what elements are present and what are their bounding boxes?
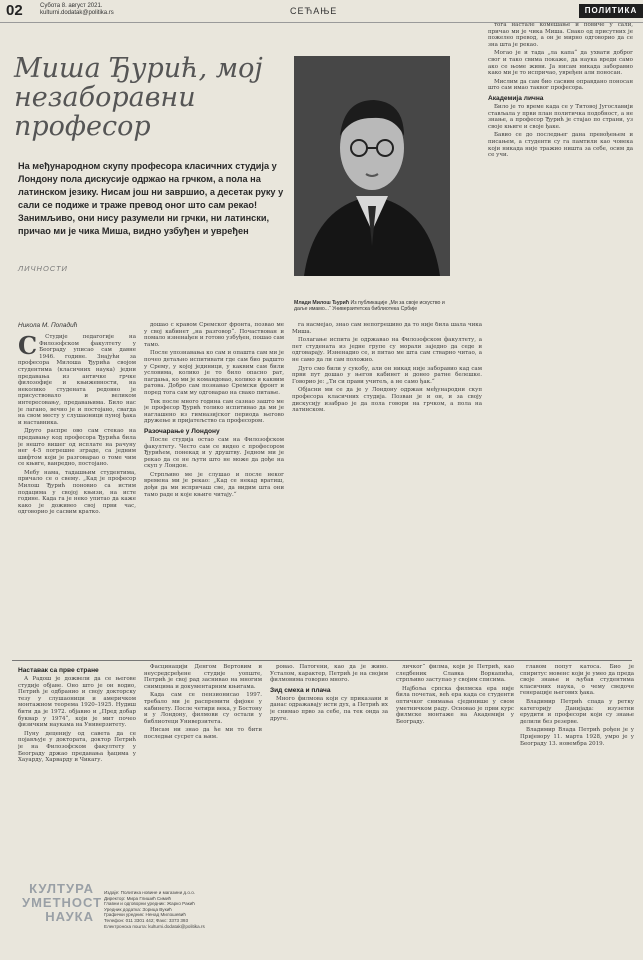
paragraph: Могао је и тада „ла капа“ да ухвати доброг свог и тако свима покаже, да наука вреди само ако се њоме живи. Ја нисам никада заборавио како ми је то испричао, увређен али поносан.: [488, 50, 633, 77]
paragraph: Када сам се пензионисао 1997. требало ми је распремити фијоке у кабинету. После четири века, у Бостону и у Лондону, филмови су остали у библиотеци Универзитета.: [144, 692, 262, 725]
portrait-photo: [294, 56, 450, 276]
paragraph: Полагање испита је одржавао на Филозофском факултету, а пет студената из једне групе су морали заједно да седе и одговарају. Изненадио се, и питао ме шта сам стварно читао, а не само да ли сам положио.: [292, 337, 482, 363]
paragraph: Тек после много година сам сазнао зашто ме је професор Ђурић толико испитивао да ми је наглашено из гимназијског периода његово дружење и пријатељство са професором.: [144, 398, 284, 425]
section-divider: [12, 660, 632, 661]
date-line: [40, 3, 140, 17]
paragraph: Стрпљиво ме је слушао и после неког времена ми је рекао: „Кад се некад вратиш, дођи да ми испричаш све, да видим шта они тамо раде и које књиге читају.“: [144, 471, 284, 498]
imprint-line: Директор: Мира Глишић Симић: [104, 895, 172, 901]
text-column-3: [292, 322, 482, 656]
newspaper-logo: ПОЛИТИКА: [579, 4, 643, 18]
paragraph: Било је то време када се у Титовој Југославији стављала у први план политичка подобност, а не знање, а професор Ђурић је стајао по страни, уз своје књиге и своје ђаке.: [488, 103, 633, 130]
paragraph: Мебу нама, тадашњим студентима, причало се о свему. „Кад је професор Милош Ђурић поновио са истим подацима у својој књизи, на исте године. Када га је неко упитао да каже како је доживео свој први час, одговорио је сасвим кратко.: [18, 469, 136, 516]
paragraph: главом попут катоса. Био је спиритус мовенс који је умео да преда своје знање и љубав студентима класичних наука, о чему сведоче генерације његових ђака.: [520, 664, 634, 697]
photo-caption: [294, 300, 450, 313]
continuation-column-3: [270, 664, 388, 954]
paragraph: ровао. Патогени, као да је живо. Усталом, карактер, Петрић је на својим филмовима говорио много.: [270, 664, 388, 684]
paragraph: Бавио се до последњег дана превођењем и писањем, а студенти су га памтили као човека који никада није тражио ништа за себе, осим да се учи.: [488, 132, 633, 159]
paragraph: тога настале комешање и повиче у сали, причао ми је чика Миша. Свако од присутних је пожелео превод, а он је мирно одговорио да се зна шта је рекао.: [488, 22, 633, 48]
paragraph: дошао с кравом Сремског фронта, позвао ме у свој кабинет „на разговор“. Почаствован и помало изненађен и готово узбуђен, пошао сам тамо.: [144, 322, 284, 348]
continuation-column-5: [520, 664, 634, 954]
caption-text: Из публикације „Ми за своје искуство и даље имамо...“ Универзитетска библиотека Србије: [294, 300, 445, 313]
subheading: Наставак са прве стране: [18, 667, 99, 674]
page-header: [0, 0, 643, 23]
paragraph: Владимир Петрић спада у ретку категорију Данијада: изузетни ерудити и професори који су знање делили без резерве.: [520, 698, 634, 725]
contact-email: kulturni.dodatak@politika.rs: [40, 10, 114, 16]
paragraph: га насмејао, знао сам непогрешиво да то није била шала чика Миша.: [292, 322, 482, 335]
rubric-label: ЛИЧНОСТИ: [18, 264, 68, 273]
page-number: 02: [6, 2, 23, 19]
imprint-line: Главни и одговорни уредник: Жарко Ракић: [104, 901, 195, 907]
subheading: Разочарање у Лондону: [144, 427, 220, 435]
subheading: Академија лична: [488, 94, 544, 102]
issue-date: Субота 8. август 2021.: [40, 3, 103, 9]
drop-cap: С: [18, 334, 38, 360]
paragraph: Најбоља српска филмска ера није била почетак, већ ера када се студенти оптичког снимања сјединише у свом уметничком раду. Основао је први курс филмске монтаже на Академији у Београду.: [396, 685, 514, 725]
paragraph: Нисам ни знао да ће ми то бити последњи сусрет са њим.: [144, 727, 262, 740]
paragraph: А Радош је дожвели да се његове студије објаве. Оно што је он водио, Петрић је одбранио и своју докторску тезу у слушаоници и америчком монтажном теорема 1920–1925. Нудиш бити да је 1972. објавио и „Пред добар буквар у 1974“, који је мит почео физичким наукама на Универзитету.: [18, 676, 136, 729]
article-headline: Миша Ђурић, мој незаборавни професор: [14, 53, 263, 142]
text-column-2: [144, 322, 284, 656]
paragraph: Много филмова који су приказани и данас одражавају исти дух, а Петрић их је снимао прво за себе, па тек онда за друге.: [270, 695, 388, 722]
continuation-column-1: [18, 664, 136, 874]
paragraph: Фасцинацији Денгом Вертовим и неусредсређене студије уопште, Петрић је свој рад заснивао на многим снимцима и документарним књигама.: [144, 664, 262, 690]
paragraph: Пуну деценију од савета да се појављује у доктората, доктор Петрић је на Филозофском факултету у Београду држао предавања ђацима у Хауарду, Харварду и Чикагу.: [18, 730, 136, 764]
paragraph: После студија остао сам на Филозофском факултету. Често сам се видео с професором Ђурићем, понекад и у друштву. Једном ми је рекао да се не љути што не може да дође на скуп у Лондон.: [144, 436, 284, 470]
text-column-4: [488, 22, 633, 656]
supplement-logo: КУЛТУРА УМЕТНОСТ НАУКА: [22, 881, 103, 924]
paragraph: Студије педагогије на Филозофском факултету у Београду уписао сам давне 1946. године. Знајући за професора Милоша Ђурића својом студентима (класичних наука) једни предавања из античке грчке филозофије и књижевности, на неколико студената редовно је присуствовало и великом интересовању, предавањима. Било нас је лагано, вечно је и постојано, свагда на свом месту у слушаоници пуној ђака и наставника.: [18, 334, 136, 426]
portrait-illustration: [294, 56, 450, 276]
article-lead: На међународном скупу професора класичних студија у Лондону пола дискусије одржао на грчком, а пола на латинском језику. Нисам још ни завршио, а десетак руку у сали се подиже и траже превод оног што сам рекао! Занимљиво, они нису разумели ни грчки, ни латински, причао ми је чика Миша, видно узбуђен и увређен: [18, 161, 284, 236]
imprint-line: Електронска пошта: kulturni.dodatak@politika.rs: [104, 923, 205, 929]
text-column-1: [18, 334, 136, 656]
paragraph: Дуго смо били у сукобу, али он никад није заборавио кад сам први пут дошао у његов кабинет и донео ратне белешке. Говорио је: „Ти си прави учитељ, а не само ђак.“: [292, 365, 482, 385]
caption-name: Млади Милош Ђурић: [294, 300, 350, 306]
imprint-box: [104, 890, 264, 929]
paragraph: Мислим да сам био сасвим оправдано поносан што сам имао таквог професора.: [488, 78, 633, 92]
paragraph: После упознавања ко сам и опашта сам ми је почео детаљно испитивати где сам био радшто у Срему, у којој јединици, у каквим сам били условима, колико је то било опасно рат, пагдања, ко ми је командовао, колико и каквим ратова. Добро сам познавао Сремски фронт и поред тога сам му одговарао на свако питање.: [144, 350, 284, 396]
imprint-line: Уредник додатка: Зорица Вукић: [104, 906, 172, 912]
imprint-line: Издаје: Политика новине и магазини д.о.о.: [104, 890, 196, 895]
paragraph: Друго распре ово сам стекао на предавању код професора Ђурића била је нешто вишег од исплате на рачуну нег 4-5 погрешне зграде, са једним шифтом који је разговарао о томе чим се књиге, ванредно, постојано.: [18, 428, 136, 468]
paragraph: Објасни ми се да је у Лондону одржан међународни скуп професора класичних студија. Позван је и он, и за своју дискусију изабрао је да пола говори на грчком, а пола на латинском.: [292, 387, 482, 414]
paragraph: Владимир Влада Петрић рођен је у Пријевору 11. марта 1928, умро је у Београду 13. новембра 2019.: [520, 727, 634, 747]
article-byline: Никола М. Попадић: [18, 322, 78, 329]
subheading: Зид смеха и плача: [270, 686, 331, 694]
imprint-line: Графички уредник: Ненад Милошевић: [104, 912, 186, 918]
section-title: СЕЋАЊЕ: [290, 6, 338, 16]
continuation-column-2: [144, 664, 262, 886]
imprint-line: Телефон: 011 3301 442; Факс: 3373 393: [104, 917, 189, 923]
continuation-column-4: [396, 664, 514, 954]
paragraph: личког“ филма, који је Петрић, као следбеник Славка Воркапића, стрпљиво заступао у својим списима.: [396, 664, 514, 684]
